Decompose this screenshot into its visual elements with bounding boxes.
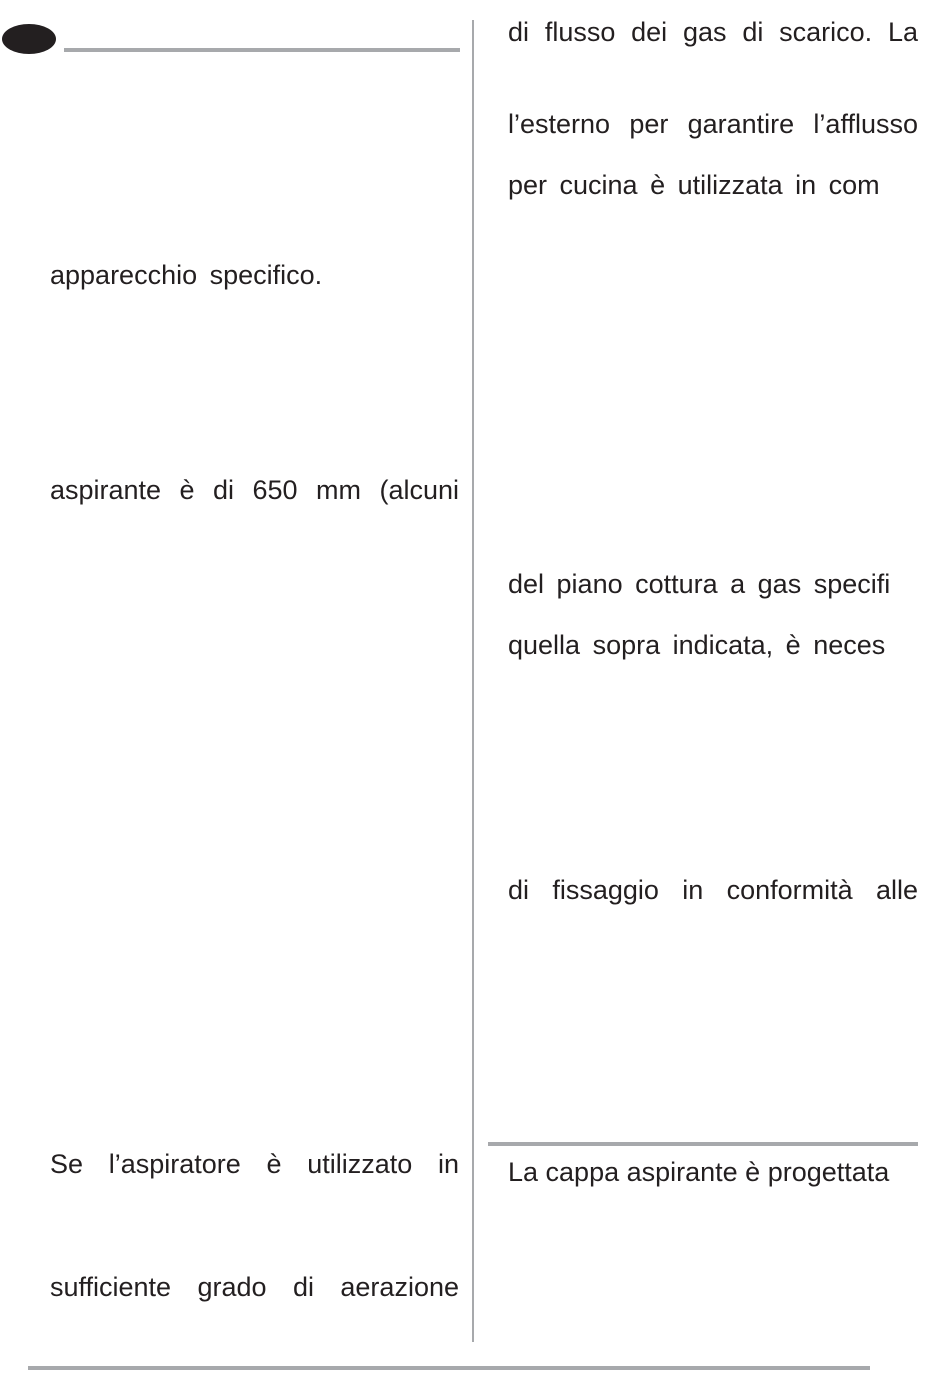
- left-text-line: sufficiente grado di aerazione: [50, 1272, 459, 1302]
- right-text-line: l’esterno per garantire l’afflusso: [508, 109, 918, 139]
- page-number-badge: [2, 24, 56, 54]
- right-text-line: di fissaggio in conformità alle: [508, 875, 918, 905]
- section-rule: [488, 1142, 918, 1146]
- right-text-line: quella sopra indicata, è neces: [508, 630, 886, 660]
- right-text-line: del piano cottura a gas specifi: [508, 569, 891, 599]
- right-text-line: di flusso dei gas di scarico. La: [508, 17, 918, 47]
- left-text-line: aspirante è di 650 mm (alcuni: [50, 475, 459, 505]
- section-heading: La cappa aspirante è progettata: [508, 1157, 890, 1187]
- header-rule: [64, 48, 460, 52]
- column-divider: [472, 20, 474, 1342]
- right-text-line: per cucina è utilizzata in com: [508, 170, 880, 200]
- left-text-line: apparecchio specifico.: [50, 260, 323, 290]
- footer-rule: [28, 1366, 870, 1370]
- left-text-line: Se l’aspiratore è utilizzato in: [50, 1149, 459, 1179]
